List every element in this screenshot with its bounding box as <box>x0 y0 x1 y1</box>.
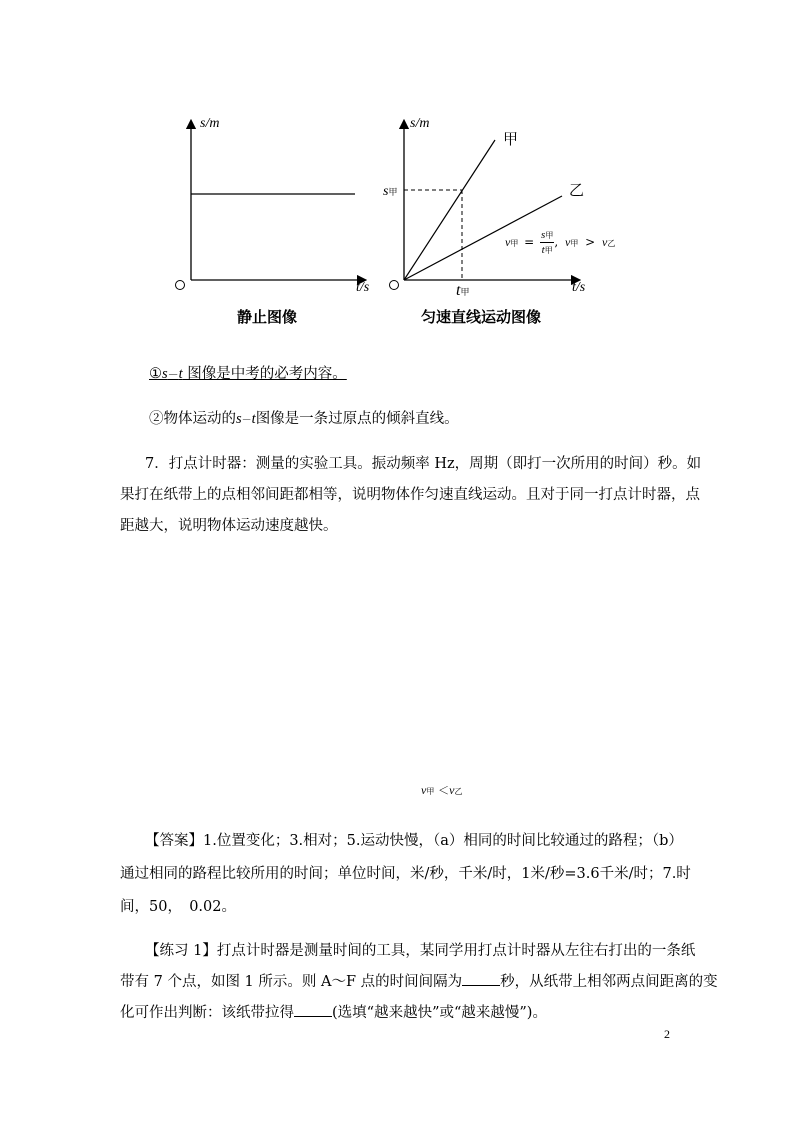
line-yi-label: 乙 <box>569 181 585 199</box>
fraction-numerator: s甲 <box>541 229 554 241</box>
exercise-line3: 化可作出判断：该纸带拉得 (选填“越来越快”或“越来越慢”)。 <box>120 997 547 1030</box>
exercise-line2: 带有 7 个点，如图 1 所示。则 A～F 点的时间间隔为 秒，从纸带上相邻两点间距离的变 <box>120 966 718 999</box>
line-jia <box>404 140 495 280</box>
right-x-axis-label: t/s <box>572 280 586 295</box>
velocity-formula: v甲 = s甲 t甲 , v甲 > v乙 <box>505 229 616 256</box>
answer-line2: 通过相同的路程比较所用的时间；单位时间，米/秒，千米/时，1米/秒=3.6千米/时；7.时 <box>120 866 691 882</box>
right-chart-caption: 匀速直线运动图像 <box>421 308 542 326</box>
exercise-line1: 【练习 1】打点计时器是测量时间的工具，某同学用打点计时器从左往右打出的一条纸 <box>145 943 696 959</box>
fraction-denominator: t甲 <box>541 244 553 256</box>
t-jia-label: t甲 <box>456 282 470 299</box>
velocity-inequality: v甲 ＜v乙 <box>421 783 463 797</box>
line-jia-label: 甲 <box>503 130 519 148</box>
left-chart-caption: 静止图像 <box>237 308 298 326</box>
fraction <box>540 228 554 257</box>
right-y-axis-label: s/m <box>410 116 430 131</box>
left-x-axis-label: t/s <box>356 280 370 295</box>
note-2: ②物体运动的s－t图像是一条过原点的倾斜直线。 <box>149 411 459 427</box>
left-chart <box>176 124 363 290</box>
right-chart <box>390 124 577 290</box>
s-jia-label: s甲 <box>383 184 398 199</box>
left-origin-label <box>176 277 183 287</box>
answer-line1: 【答案】1.位置变化；3.相对；5.运动快慢，（a）相同的时间比较通过的路程；（b） <box>145 833 683 849</box>
item7-line3: 距越大，说明物体运动速度越快。 <box>120 518 338 534</box>
answer-line3: 间，50， 0.02。 <box>120 899 236 915</box>
answer-blank-2[interactable] <box>294 1002 332 1017</box>
left-y-axis-label: s/m <box>200 116 220 131</box>
right-origin-label <box>390 277 397 287</box>
page-number: 2 <box>664 1027 670 1041</box>
item7-line1: 7．打点计时器：测量的实验工具。振动频率 Hz，周期（即打一次所用的时间）秒。如 <box>145 456 702 472</box>
figure <box>0 0 794 340</box>
item7-line2: 果打在纸带上的点相邻间距都相等，说明物体作匀速直线运动。且对于同一打点计时器，点 <box>120 487 700 503</box>
answer-blank-1[interactable] <box>462 971 500 986</box>
note-1: ①s－t 图像是中考的必考内容。 <box>149 366 347 382</box>
